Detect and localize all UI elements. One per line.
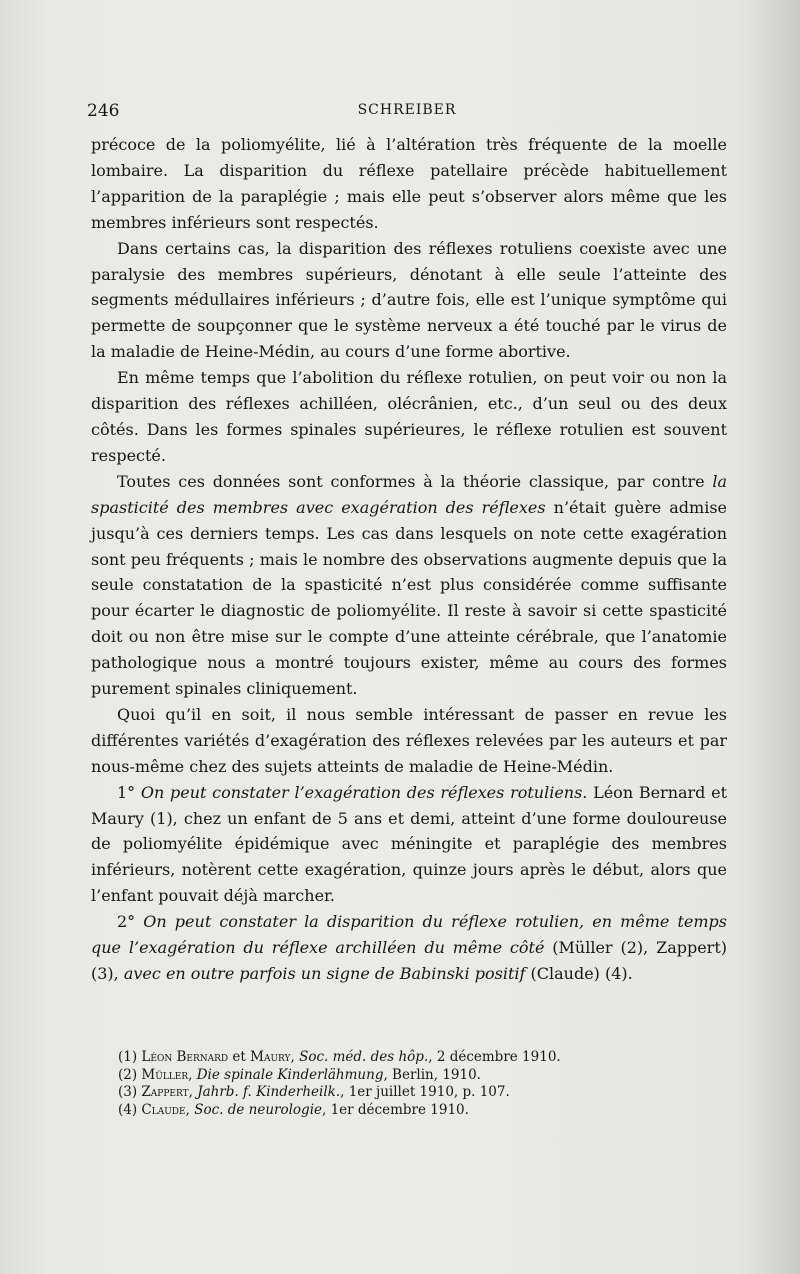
text-run: (Claude) (4). <box>525 964 633 983</box>
paragraph <box>91 909 727 987</box>
footnote-author: Claude <box>141 1101 186 1118</box>
paragraph: En même temps que l’abolition du réflexe rotulien, on peut voir ou non la disparition des réflexes achilléen, olécrânien, etc., d’un seul ou des deux côtés. Dans les formes spinales supérieures, le réflexe rotulien est souvent respecté. <box>91 368 727 465</box>
footnote <box>118 1067 678 1085</box>
text-run: 1° <box>117 782 141 802</box>
footnote <box>118 1084 678 1102</box>
text-run: n’était guère admise jusqu’à ces derniers temps. Les cas dans lesquels on note cette exagération sont peu fréquents ; mais le nombre des observations augmente depuis que la seule constatation de la spasticité n’est plus considérée comme suffisante pour écarter le diagnostic de poliomyélite. Il reste à savoir si cette spasticité doit ou non être mise sur le compte d’une atteinte cérébrale, que l’anatomie pathologique nous a montré toujours exister, même au cours des formes purement spinales cliniquement. <box>91 497 728 699</box>
footnote-number: (3) <box>118 1084 138 1100</box>
footnote-text: , 2 décembre 1910. <box>428 1049 561 1065</box>
text-run: Léon Bernard et Maury (1), chez un enfant de 5 ans et demi, atteint d’une forme douloureuse de poliomyélite épidémique avec méningite et paraplégie des membres inférieurs, notèrent cette exagération, quinze jours après le début, alors que l’enfant pouvait déjà marcher. <box>91 782 728 906</box>
page-header <box>87 101 727 127</box>
paragraph <box>91 469 727 702</box>
footnote-text: et <box>228 1049 251 1065</box>
body-text <box>91 132 727 987</box>
footnote-number: (1) <box>118 1049 138 1065</box>
footnote-text: , 1er décembre 1910. <box>322 1101 469 1118</box>
footnote-text: , <box>188 1066 197 1083</box>
italic-phrase: avec en outre parfois un signe de Babinski positif <box>123 964 526 983</box>
footnote-title: Soc. de neurologie <box>194 1101 322 1118</box>
footnote-text: , Berlin, 1910. <box>383 1066 481 1083</box>
footnote-text: , <box>185 1101 195 1118</box>
footnote-author: Müller <box>141 1066 189 1083</box>
footnote-number: (2) <box>118 1066 138 1083</box>
footnote-author: Zappert <box>141 1084 189 1100</box>
footnote <box>118 1102 678 1120</box>
italic-phrase: la spasticité des membres avec exagération des réflexes <box>91 471 727 517</box>
footnote-title: Soc. méd. des hôp. <box>299 1049 429 1065</box>
footnote-text: , <box>290 1049 300 1065</box>
footnotes <box>118 1049 678 1119</box>
italic-phrase: On peut constater la disparition du réflexe rotulien, en même temps que l’exagération du réflexe archilléen du même côté <box>91 912 728 958</box>
footnote-number: (4) <box>118 1101 138 1118</box>
text-run: Toutes ces données sont conformes à la théorie classique, par contre <box>117 471 713 491</box>
running-head: SCHREIBER <box>357 102 457 118</box>
footnote <box>118 1049 678 1067</box>
footnote-title: Jahrb. f. Kinderheilk. <box>197 1084 341 1100</box>
footnote-author: Maury <box>250 1049 291 1065</box>
text-run: 2° <box>117 912 144 932</box>
paragraph: précoce de la poliomyélite, lié à l’altération très fréquente de la moelle lombaire. La disparition du réflexe patellaire précède habituellement l’apparition de la paraplégie ; mais elle peut s’observer alors même que les membres inférieurs sont respectés. <box>91 135 727 232</box>
footnote-text: , <box>188 1084 198 1100</box>
footnote-title: Die spinale Kinderlähmung <box>196 1066 384 1083</box>
footnote-author: Léon Bernard <box>141 1049 229 1065</box>
text-run: (Müller (2), Zappert) (3), <box>91 938 728 983</box>
paragraph <box>91 780 727 910</box>
paragraph: Quoi qu’il en soit, il nous semble intéressant de passer en revue les différentes variétés d’exagération des réflexes relevées par les auteurs et par nous-même chez des sujets atteints de maladie de Heine-Médin. <box>91 704 727 776</box>
footnote-text: , 1er juillet 1910, p. 107. <box>340 1084 510 1100</box>
italic-phrase: On peut constater l’exagération des réflexes rotuliens. <box>140 782 588 802</box>
paragraph: Dans certains cas, la disparition des réflexes rotuliens coexiste avec une paralysie des membres supérieurs, dénotant à elle seule l’atteinte des segments médullaires inférieurs ; d’autre fois, elle est l’unique symptôme qui permette de soupçonner que le système nerveux a été touché par le virus de la maladie de Heine-Médin, au cours d’une forme abortive. <box>91 238 727 362</box>
page-number: 246 <box>87 101 120 121</box>
